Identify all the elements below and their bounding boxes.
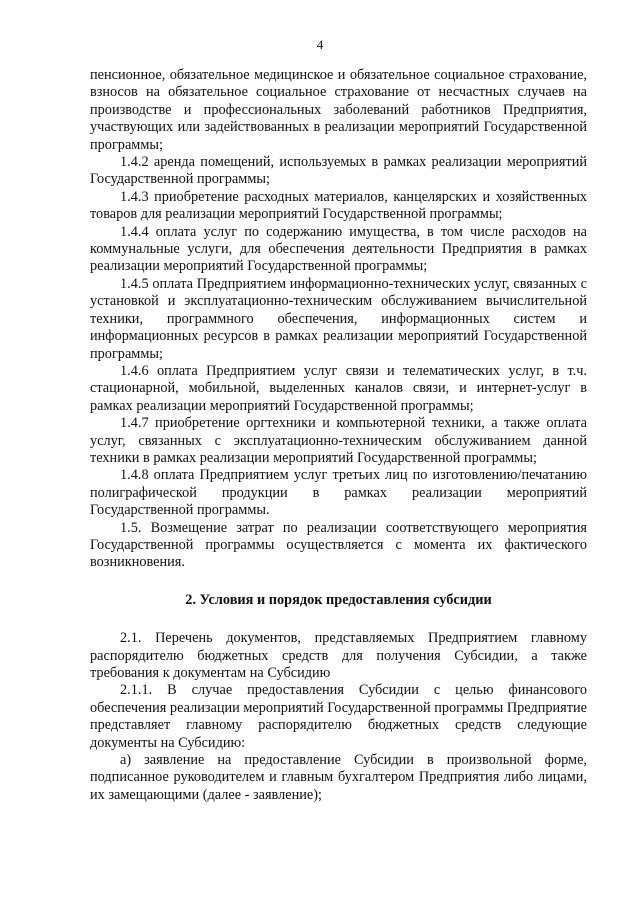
paragraph-insurance-continuation: пенсионное, обязательное медицинское и обязательное социальное страхование, взносов на обязательное социальное страхование от несчастных случаев на производстве и профессиональных заболеваний работников Предприятия, участвующих или задействованных в реализации мероприятий Государственной программы;	[90, 67, 587, 153]
item-2-1: 2.1. Перечень документов, представляемых Предприятием главному распорядителю бюджетных средств для получения Субсидии, а также требования к документам на Субсидию	[90, 630, 587, 681]
item-1-4-8: 1.4.8 оплата Предприятием услуг третьих лиц по изготовлению/печатанию полиграфической продукции в рамках реализации мероприятий Государственной программы.	[90, 467, 587, 519]
item-1-4-5: 1.4.5 оплата Предприятием информационно-технических услуг, связанных с установкой и эксплуатационно-техническим обслуживанием вычислительной техники, программного обеспечения, информационных систем и информационных ресурсов в рамках реализации мероприятий Государственной программы;	[90, 275, 587, 362]
item-2-1-1-a: а) заявление на предоставление Субсидии в произвольной форме, подписанное руководителем и главным бухгалтером Предприятия либо лицами, их замещающими (далее - заявление);	[90, 752, 587, 803]
section-heading: 2. Условия и порядок предоставления субсидии	[185, 591, 492, 608]
document-body	[90, 67, 587, 804]
item-1-4-6: 1.4.6 оплата Предприятием услуг связи и телематических услуг, в т.ч. стационарной, мобильной, выделенных каналов связи, и интернет-услуг в рамках реализации мероприятий Государственной программы;	[90, 362, 587, 414]
item-1-4-4: 1.4.4 оплата услуг по содержанию имущества, в том числе расходов на коммунальные услуги, для обеспечения деятельности Предприятия в рамках реализации мероприятий Государственной программы;	[90, 223, 587, 275]
page-number: 4	[316, 37, 324, 52]
item-1-4-3: 1.4.3 приобретение расходных материалов, канцелярских и хозяйственных товаров для реализации мероприятий Государственной программы;	[90, 188, 587, 223]
item-2-1-1: 2.1.1. В случае предоставления Субсидии с целью финансового обеспечения реализации мероприятий Государственной программы Предприятие представляет главному распорядителю бюджетных средств следующие документы на Субсидию:	[90, 682, 587, 751]
item-1-5: 1.5. Возмещение затрат по реализации соответствующего мероприятия Государственной программы осуществляется с момента их фактического возникновения.	[90, 519, 587, 571]
item-1-4-2: 1.4.2 аренда помещений, используемых в рамках реализации мероприятий Государственной программы;	[90, 154, 587, 188]
item-1-4-7: 1.4.7 приобретение оргтехники и компьютерной техники, а также оплата услуг, связанных с эксплуатационно-техническим обслуживанием данной техники в рамках реализации мероприятий Государственной программы;	[90, 415, 587, 466]
